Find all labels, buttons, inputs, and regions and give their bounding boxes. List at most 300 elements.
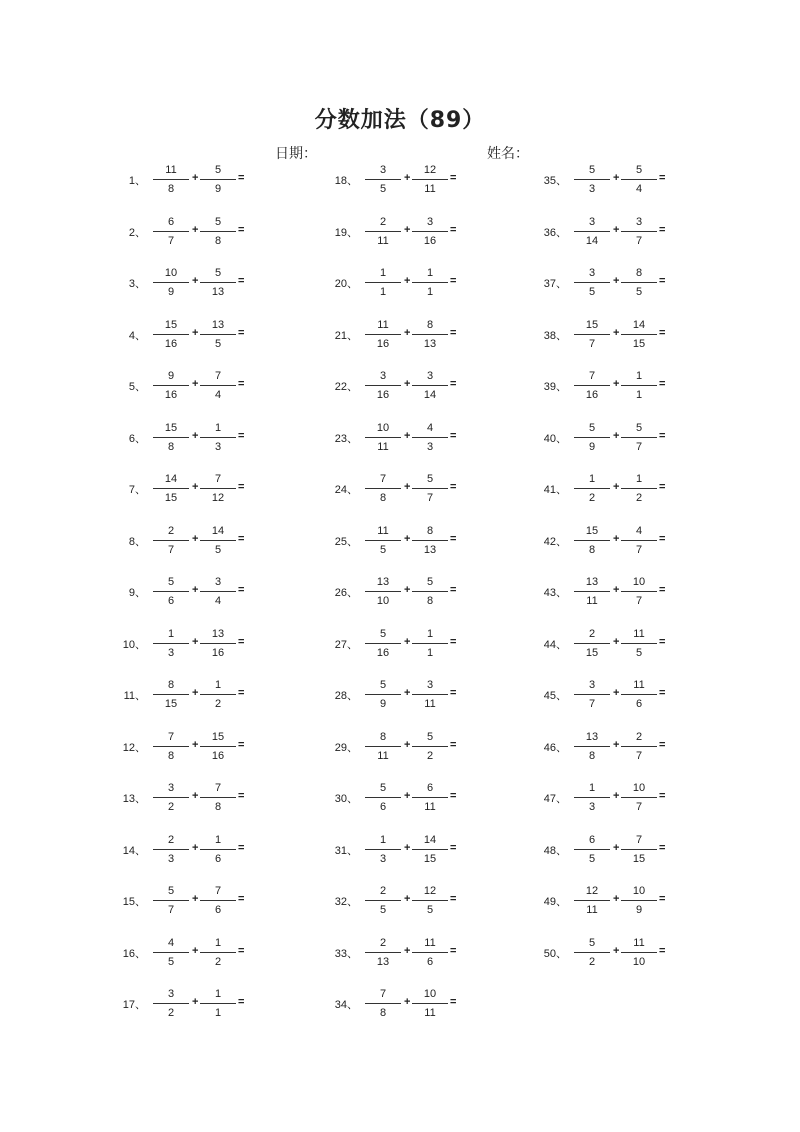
fraction-bar xyxy=(153,591,189,592)
plus-sign: + xyxy=(404,790,411,802)
plus-sign: + xyxy=(613,584,620,596)
numerator: 5 xyxy=(426,730,434,743)
fraction-bar xyxy=(621,179,657,180)
problem-item xyxy=(0,881,245,921)
fraction-bar xyxy=(153,849,189,850)
plus-sign: + xyxy=(404,584,411,596)
fraction xyxy=(153,315,189,355)
plus-sign: + xyxy=(192,481,199,493)
numerator: 3 xyxy=(214,576,222,588)
fraction-bar xyxy=(574,591,610,592)
denominator: 3 xyxy=(167,646,175,659)
numerator: 14 xyxy=(632,318,646,331)
numerator: 5 xyxy=(214,267,222,279)
numerator: 5 xyxy=(588,164,596,176)
numerator: 7 xyxy=(214,473,222,485)
denominator: 1 xyxy=(426,286,434,298)
numerator: 11 xyxy=(424,936,436,949)
equals-sign: = xyxy=(659,378,666,390)
problem-number: 41、 xyxy=(543,484,567,496)
fraction xyxy=(153,984,189,1024)
problem-number: 44、 xyxy=(543,638,567,651)
problem-item xyxy=(421,315,666,355)
equals-sign: = xyxy=(238,429,245,442)
numerator: 7 xyxy=(214,782,222,794)
denominator: 8 xyxy=(588,543,596,556)
numerator: 5 xyxy=(635,164,643,176)
fraction-bar xyxy=(365,540,401,541)
denominator: 15 xyxy=(585,646,599,659)
equals-sign: = xyxy=(450,223,457,236)
problem-number: 12、 xyxy=(122,741,146,754)
fraction xyxy=(153,212,189,252)
numerator: 3 xyxy=(588,679,596,691)
equals-sign: = xyxy=(238,378,245,390)
plus-sign: + xyxy=(613,841,620,854)
denominator: 2 xyxy=(167,801,175,813)
plus-sign: + xyxy=(404,326,411,339)
problem-number: 2、 xyxy=(128,226,146,239)
problem-item xyxy=(421,572,666,612)
denominator: 7 xyxy=(635,595,643,607)
plus-sign: + xyxy=(192,275,199,287)
equals-sign: = xyxy=(450,738,457,751)
denominator: 15 xyxy=(164,698,178,710)
equals-sign: = xyxy=(659,584,666,596)
fraction-bar xyxy=(621,797,657,798)
plus-sign: + xyxy=(404,635,411,648)
problem-number: 8、 xyxy=(128,535,146,548)
fraction xyxy=(574,263,610,303)
denominator: 7 xyxy=(635,234,643,247)
problem-item xyxy=(0,984,245,1024)
numerator: 5 xyxy=(379,679,387,691)
equals-sign: = xyxy=(659,944,666,957)
numerator: 1 xyxy=(214,833,222,846)
numerator: 10 xyxy=(632,885,646,897)
denominator: 5 xyxy=(635,646,643,659)
plus-sign: + xyxy=(613,635,620,648)
numerator: 15 xyxy=(164,318,178,331)
denominator: 5 xyxy=(214,543,222,556)
plus-sign: + xyxy=(613,532,620,545)
fraction xyxy=(153,572,189,612)
numerator: 13 xyxy=(585,730,599,743)
equals-sign: = xyxy=(238,841,245,854)
numerator: 11 xyxy=(633,936,645,949)
fraction xyxy=(621,624,657,664)
fraction xyxy=(621,933,657,973)
denominator: 16 xyxy=(164,337,178,350)
plus-sign: + xyxy=(613,223,620,236)
plus-sign: + xyxy=(613,481,620,493)
fraction xyxy=(621,521,657,561)
numerator: 1 xyxy=(635,370,643,382)
plus-sign: + xyxy=(404,378,411,390)
equals-sign: = xyxy=(659,893,666,905)
numerator: 10 xyxy=(164,267,178,279)
fraction xyxy=(153,469,189,509)
denominator: 5 xyxy=(588,286,596,298)
denominator: 11 xyxy=(377,749,389,762)
problem-item xyxy=(212,624,457,664)
denominator: 11 xyxy=(586,904,598,916)
plus-sign: + xyxy=(613,790,620,802)
fraction-bar xyxy=(574,385,610,386)
numerator: 5 xyxy=(379,627,387,640)
numerator: 11 xyxy=(377,524,389,537)
denominator: 13 xyxy=(211,286,225,298)
problem-number: 9、 xyxy=(128,587,146,599)
equals-sign: = xyxy=(659,687,666,699)
fraction xyxy=(365,830,401,870)
fraction xyxy=(621,572,657,612)
numerator: 7 xyxy=(635,833,643,846)
fraction xyxy=(153,263,189,303)
numerator: 12 xyxy=(423,164,437,176)
denominator: 11 xyxy=(377,440,389,453)
fraction-bar xyxy=(365,952,401,953)
fraction-bar xyxy=(365,797,401,798)
denominator: 1 xyxy=(426,646,434,659)
denominator: 8 xyxy=(379,492,387,504)
fraction xyxy=(574,624,610,664)
denominator: 6 xyxy=(635,698,643,710)
problem-number: 35、 xyxy=(543,175,567,187)
problem-item xyxy=(212,366,457,406)
fraction-bar xyxy=(365,591,401,592)
problem-number: 26、 xyxy=(334,587,358,599)
numerator: 6 xyxy=(588,833,596,846)
fraction-bar xyxy=(574,334,610,335)
fraction xyxy=(365,675,401,715)
plus-sign: + xyxy=(613,944,620,957)
problem-item xyxy=(212,830,457,870)
fraction xyxy=(574,160,610,200)
denominator: 1 xyxy=(379,286,387,298)
fraction-bar xyxy=(412,1003,448,1004)
problem-number: 40、 xyxy=(543,432,567,445)
page-title: 分数加法（89） xyxy=(314,108,486,133)
problem-item xyxy=(212,315,457,355)
fraction xyxy=(574,933,610,973)
denominator: 3 xyxy=(588,183,596,195)
denominator: 1 xyxy=(635,389,643,401)
problem-item xyxy=(421,830,666,870)
numerator: 7 xyxy=(588,370,596,382)
numerator: 3 xyxy=(167,988,175,1000)
plus-sign: + xyxy=(404,532,411,545)
problem-item xyxy=(212,984,457,1024)
fraction xyxy=(365,881,401,921)
problem-number: 34、 xyxy=(334,999,358,1011)
fraction xyxy=(574,418,610,458)
problem-number: 4、 xyxy=(128,329,146,342)
numerator: 1 xyxy=(426,627,434,640)
equals-sign: = xyxy=(450,790,457,802)
equals-sign: = xyxy=(238,893,245,905)
equals-sign: = xyxy=(238,532,245,545)
denominator: 11 xyxy=(424,1007,436,1019)
plus-sign: + xyxy=(404,893,411,905)
fraction-bar xyxy=(621,334,657,335)
numerator: 5 xyxy=(379,782,387,794)
fraction-bar xyxy=(574,694,610,695)
problem-item xyxy=(421,624,666,664)
denominator: 12 xyxy=(211,492,225,504)
plus-sign: + xyxy=(404,223,411,236)
fraction-bar xyxy=(153,643,189,644)
fraction-bar xyxy=(574,488,610,489)
problem-item xyxy=(212,521,457,561)
problem-number: 30、 xyxy=(334,793,358,805)
problem-item xyxy=(421,521,666,561)
fraction xyxy=(365,984,401,1024)
numerator: 3 xyxy=(167,782,175,794)
fraction-bar xyxy=(574,540,610,541)
problem-number: 19、 xyxy=(334,226,358,239)
fraction-bar xyxy=(365,231,401,232)
numerator: 5 xyxy=(426,473,434,485)
fraction xyxy=(574,830,610,870)
fraction-bar xyxy=(365,900,401,901)
numerator: 13 xyxy=(211,318,225,331)
fraction xyxy=(574,469,610,509)
problem-item xyxy=(212,881,457,921)
plus-sign: + xyxy=(404,738,411,751)
fraction xyxy=(153,675,189,715)
numerator: 1 xyxy=(635,473,643,485)
plus-sign: + xyxy=(192,223,199,236)
denominator: 8 xyxy=(379,1007,387,1019)
numerator: 3 xyxy=(426,679,434,691)
equals-sign: = xyxy=(659,841,666,854)
problem-number: 10、 xyxy=(122,638,146,651)
problem-item xyxy=(212,778,457,818)
plus-sign: + xyxy=(192,635,199,648)
denominator: 8 xyxy=(426,595,434,607)
fraction xyxy=(621,469,657,509)
problem-number: 38、 xyxy=(543,329,567,342)
denominator: 6 xyxy=(379,801,387,813)
plus-sign: + xyxy=(192,326,199,339)
numerator: 4 xyxy=(635,524,643,537)
denominator: 3 xyxy=(426,440,434,453)
problem-number: 16、 xyxy=(122,947,146,960)
fraction xyxy=(574,727,610,767)
denominator: 13 xyxy=(423,337,437,350)
numerator: 2 xyxy=(635,730,643,743)
denominator: 9 xyxy=(588,440,596,453)
denominator: 5 xyxy=(588,852,596,865)
problem-item xyxy=(212,727,457,767)
numerator: 11 xyxy=(377,318,389,331)
numerator: 6 xyxy=(167,215,175,228)
fraction xyxy=(153,881,189,921)
fraction-bar xyxy=(365,488,401,489)
fraction xyxy=(574,315,610,355)
equals-sign: = xyxy=(450,584,457,596)
numerator: 1 xyxy=(214,679,222,691)
denominator: 4 xyxy=(214,595,222,607)
numerator: 4 xyxy=(426,421,434,434)
problem-number: 33、 xyxy=(334,947,358,960)
numerator: 7 xyxy=(214,370,222,382)
fraction xyxy=(621,366,657,406)
fraction-bar xyxy=(153,694,189,695)
name-label: 姓名： xyxy=(487,146,529,162)
equals-sign: = xyxy=(450,275,457,287)
problem-item xyxy=(0,315,245,355)
denominator: 7 xyxy=(167,904,175,916)
fraction xyxy=(153,521,189,561)
denominator: 16 xyxy=(376,337,390,350)
fraction xyxy=(153,624,189,664)
numerator: 10 xyxy=(632,576,646,588)
fraction-bar xyxy=(621,694,657,695)
plus-sign: + xyxy=(192,532,199,545)
numerator: 7 xyxy=(214,885,222,897)
problem-number: 15、 xyxy=(122,896,146,908)
numerator: 2 xyxy=(379,885,387,897)
denominator: 13 xyxy=(376,955,390,968)
plus-sign: + xyxy=(192,996,199,1008)
fraction xyxy=(365,160,401,200)
problem-number: 46、 xyxy=(543,741,567,754)
numerator: 3 xyxy=(588,267,596,279)
equals-sign: = xyxy=(659,172,666,184)
fraction-bar xyxy=(153,488,189,489)
numerator: 15 xyxy=(164,421,178,434)
numerator: 2 xyxy=(379,936,387,949)
problem-number: 31、 xyxy=(334,844,358,857)
problem-number: 24、 xyxy=(334,484,358,496)
denominator: 5 xyxy=(214,337,222,350)
problem-number: 37、 xyxy=(543,278,567,290)
fraction-bar xyxy=(574,437,610,438)
fraction xyxy=(365,469,401,509)
fraction-bar xyxy=(365,849,401,850)
plus-sign: + xyxy=(613,275,620,287)
numerator: 15 xyxy=(585,524,599,537)
denominator: 8 xyxy=(167,440,175,453)
denominator: 10 xyxy=(376,595,390,607)
denominator: 7 xyxy=(635,440,643,453)
fraction xyxy=(621,727,657,767)
equals-sign: = xyxy=(659,481,666,493)
equals-sign: = xyxy=(238,635,245,648)
plus-sign: + xyxy=(404,172,411,184)
problem-item xyxy=(0,366,245,406)
plus-sign: + xyxy=(404,841,411,854)
denominator: 11 xyxy=(586,595,598,607)
numerator: 5 xyxy=(426,576,434,588)
denominator: 8 xyxy=(588,749,596,762)
problem-item xyxy=(0,572,245,612)
denominator: 7 xyxy=(635,543,643,556)
fraction-bar xyxy=(621,488,657,489)
problem-number: 22、 xyxy=(334,381,358,393)
equals-sign: = xyxy=(450,635,457,648)
fraction-bar xyxy=(621,437,657,438)
plus-sign: + xyxy=(192,841,199,854)
numerator: 6 xyxy=(426,782,434,794)
fraction xyxy=(153,727,189,767)
fraction xyxy=(153,366,189,406)
problem-number: 43、 xyxy=(543,587,567,599)
fraction xyxy=(365,212,401,252)
numerator: 4 xyxy=(167,936,175,949)
plus-sign: + xyxy=(404,481,411,493)
problem-number: 6、 xyxy=(128,432,146,445)
fraction-bar xyxy=(621,746,657,747)
denominator: 9 xyxy=(379,698,387,710)
problem-number: 29、 xyxy=(334,741,358,754)
fraction-bar xyxy=(574,797,610,798)
numerator: 2 xyxy=(379,215,387,228)
numerator: 14 xyxy=(423,833,437,846)
denominator: 9 xyxy=(635,904,643,916)
plus-sign: + xyxy=(192,429,199,442)
numerator: 7 xyxy=(379,988,387,1000)
problem-item xyxy=(421,263,666,303)
fraction xyxy=(365,624,401,664)
problem-item xyxy=(212,212,457,252)
equals-sign: = xyxy=(238,584,245,596)
denominator: 10 xyxy=(632,955,646,968)
denominator: 1 xyxy=(214,1007,222,1019)
plus-sign: + xyxy=(404,996,411,1008)
fraction-bar xyxy=(365,334,401,335)
fraction xyxy=(621,418,657,458)
problem-item xyxy=(0,727,245,767)
plus-sign: + xyxy=(404,275,411,287)
plus-sign: + xyxy=(192,172,199,184)
fraction-bar xyxy=(365,385,401,386)
numerator: 5 xyxy=(588,936,596,949)
fraction-bar xyxy=(574,746,610,747)
numerator: 13 xyxy=(376,576,390,588)
denominator: 3 xyxy=(214,440,222,453)
plus-sign: + xyxy=(613,738,620,751)
fraction-bar xyxy=(621,231,657,232)
equals-sign: = xyxy=(450,326,457,339)
fraction-bar xyxy=(153,385,189,386)
fraction xyxy=(153,830,189,870)
problem-item xyxy=(421,675,666,715)
fraction xyxy=(365,521,401,561)
fraction xyxy=(621,315,657,355)
denominator: 7 xyxy=(635,749,643,762)
denominator: 7 xyxy=(426,492,434,504)
equals-sign: = xyxy=(450,481,457,493)
equals-sign: = xyxy=(238,790,245,802)
denominator: 6 xyxy=(167,595,175,607)
problem-number: 32、 xyxy=(334,896,358,908)
numerator: 5 xyxy=(635,421,643,434)
plus-sign: + xyxy=(613,893,620,905)
problem-item xyxy=(421,881,666,921)
problem-number: 14、 xyxy=(122,844,146,857)
equals-sign: = xyxy=(450,687,457,699)
denominator: 3 xyxy=(588,801,596,813)
problem-number: 42、 xyxy=(543,535,567,548)
fraction-bar xyxy=(574,282,610,283)
fraction-bar xyxy=(621,952,657,953)
fraction-bar xyxy=(153,334,189,335)
plus-sign: + xyxy=(192,584,199,596)
problem-number: 3、 xyxy=(128,278,146,290)
